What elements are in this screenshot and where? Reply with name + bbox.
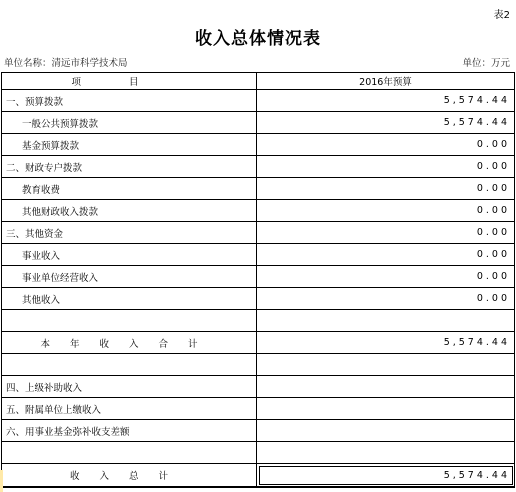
table-row — [2, 156, 515, 178]
row-value-cell[interactable]: 0.00 — [257, 244, 515, 266]
table-row — [2, 266, 515, 288]
row-value-cell[interactable]: 0.00 — [257, 222, 515, 244]
row-value-cell[interactable] — [257, 398, 515, 420]
header-item-cell[interactable]: 项目 — [2, 73, 257, 90]
row-selection-marker — [0, 470, 3, 492]
row-value-cell[interactable] — [257, 420, 515, 442]
grand-total-value-cell[interactable]: 5,574.44 — [257, 464, 515, 488]
row-label-cell[interactable]: 四、上级补助收入 — [2, 376, 257, 398]
table-row — [2, 420, 515, 442]
row-label-cell[interactable]: 基金预算拨款 — [2, 134, 257, 156]
blank-cell[interactable] — [257, 442, 515, 464]
blank-row — [2, 354, 515, 376]
table-header-row — [2, 73, 515, 90]
row-value-cell[interactable]: 5,574.44 — [257, 112, 515, 134]
table-row — [2, 200, 515, 222]
year-total-row — [2, 332, 515, 354]
table-row — [2, 178, 515, 200]
header-budget-cell[interactable]: 2016年预算 — [257, 73, 515, 90]
blank-cell[interactable] — [2, 354, 257, 376]
blank-cell[interactable] — [257, 310, 515, 332]
row-label-cell[interactable]: 五、附属单位上缴收入 — [2, 398, 257, 420]
row-value-cell[interactable]: 5,574.44 — [257, 90, 515, 112]
row-label-cell[interactable]: 事业收入 — [2, 244, 257, 266]
table-number: 表2 — [493, 10, 510, 21]
row-value-cell[interactable]: 0.00 — [257, 134, 515, 156]
grand-total-row — [2, 464, 515, 488]
blank-cell[interactable] — [257, 354, 515, 376]
row-label-cell[interactable]: 教育收费 — [2, 178, 257, 200]
row-value-cell[interactable]: 0.00 — [257, 156, 515, 178]
table-row — [2, 222, 515, 244]
page-title: 收入总体情况表 — [195, 29, 321, 49]
row-label-cell[interactable]: 一般公共预算拨款 — [2, 112, 257, 134]
table-row — [2, 288, 515, 310]
row-label-cell[interactable]: 二、财政专户拨款 — [2, 156, 257, 178]
blank-cell[interactable] — [2, 442, 257, 464]
row-label-cell[interactable]: 其他收入 — [2, 288, 257, 310]
row-value-cell[interactable]: 0.00 — [257, 266, 515, 288]
row-value-cell[interactable]: 0.00 — [257, 178, 515, 200]
blank-cell[interactable] — [2, 310, 257, 332]
row-value-cell[interactable] — [257, 376, 515, 398]
table-row — [2, 398, 515, 420]
grand-total-label-cell[interactable]: 收入总计 — [2, 464, 257, 488]
row-value-cell[interactable]: 0.00 — [257, 200, 515, 222]
row-label-cell[interactable]: 六、用事业基金弥补收支差额 — [2, 420, 257, 442]
row-label-cell[interactable]: 三、其他资金 — [2, 222, 257, 244]
table-row — [2, 112, 515, 134]
row-label-cell[interactable]: 事业单位经营收入 — [2, 266, 257, 288]
income-table — [1, 72, 515, 488]
year-total-label-cell[interactable]: 本年收入合计 — [2, 332, 257, 354]
unit-name: 单位名称：清远市科学技术局 — [4, 58, 128, 69]
year-total-value-cell[interactable]: 5,574.44 — [257, 332, 515, 354]
table-row — [2, 134, 515, 156]
row-value-cell[interactable]: 0.00 — [257, 288, 515, 310]
blank-row — [2, 442, 515, 464]
row-label-cell[interactable]: 其他财政收入拨款 — [2, 200, 257, 222]
blank-row — [2, 310, 515, 332]
table-row — [2, 90, 515, 112]
row-label-cell[interactable]: 一、预算拨款 — [2, 90, 257, 112]
table-row — [2, 244, 515, 266]
table-row — [2, 376, 515, 398]
unit-label: 单位：万元 — [462, 58, 510, 69]
